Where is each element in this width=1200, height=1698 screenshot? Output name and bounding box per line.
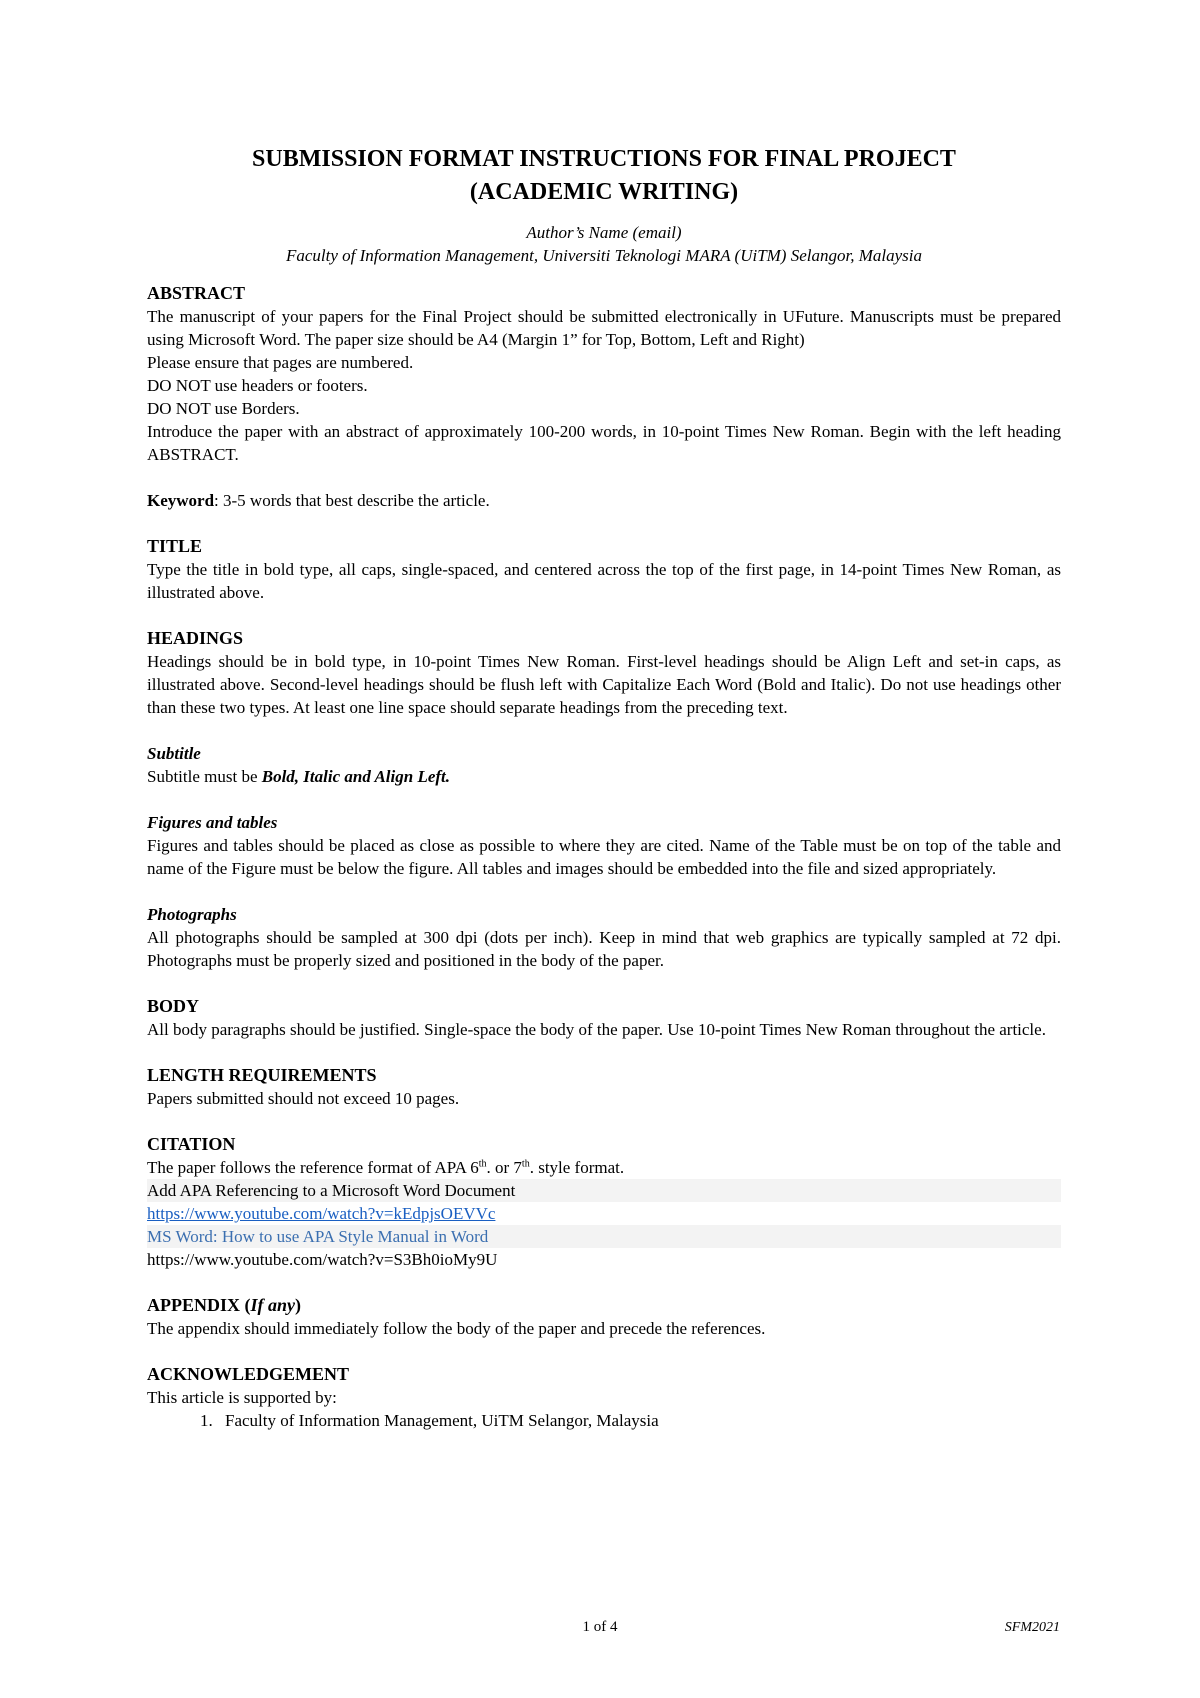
citation-link-1[interactable]: https://www.youtube.com/watch?v=kEdpjsOEVVc [147, 1204, 496, 1223]
length-heading: LENGTH REQUIREMENTS [147, 1065, 377, 1085]
citation-line-2: Add APA Referencing to a Microsoft Word Document [147, 1179, 1061, 1202]
subtitle-text [147, 765, 1061, 788]
body-heading: BODY [147, 996, 200, 1016]
photographs-heading: Photographs [147, 905, 237, 924]
subtitle-heading: Subtitle [147, 744, 201, 763]
appendix-heading [147, 1294, 1061, 1317]
list-item: 1. Faculty of Information Management, UiTM Selangor, Malaysia [217, 1409, 1061, 1432]
appendix-heading-emph: If any [250, 1295, 295, 1315]
keyword-label: Keyword [147, 491, 215, 510]
citation-text-a: The paper follows the reference format of APA 6 [147, 1158, 479, 1177]
abstract-paragraph-3: DO NOT use headers or footers. [147, 376, 368, 395]
document-title [147, 143, 1061, 209]
title-section-text: Type the title in bold type, all caps, single-spaced, and centered across the top of the first page, in 14-point Times New Roman, as illustrated above. [147, 560, 1061, 602]
photographs-text: All photographs should be sampled at 300 dpi (dots per inch). Keep in mind that web graphics are typically sampled at 72 dpi. Photographs must be properly sized and positioned in the body of the paper. [147, 928, 1061, 970]
citation-heading: CITATION [147, 1134, 236, 1154]
keyword-text: : 3-5 words that best describe the article. [214, 491, 490, 510]
abstract-paragraph-5: Introduce the paper with an abstract of approximately 100-200 words, in 10-point Times New Roman. Begin with the left heading ABSTRACT. [147, 422, 1061, 464]
document-code: SFM2021 [1004, 1620, 1060, 1635]
abstract-paragraph-1: The manuscript of your papers for the Final Project should be submitted electronically in UFuture. Manuscripts must be prepared using Microsoft Word. The paper size should be A4 (Margin 1” for Top, Bottom, Left and Right) [147, 307, 1061, 349]
appendix-heading-end: ) [295, 1295, 301, 1315]
body-text: All body paragraphs should be justified. Single-space the body of the paper. Use 10-point Times New Roman throughout the article. [147, 1020, 1046, 1039]
citation-sup-1: th [478, 1158, 487, 1170]
headings-section-heading: HEADINGS [147, 628, 244, 648]
subtitle-text-prefix: Subtitle must be [147, 767, 262, 786]
title-line-1: SUBMISSION FORMAT INSTRUCTIONS FOR FINAL PROJECT [252, 146, 956, 172]
acknowledgement-list [147, 1409, 1061, 1432]
citation-line-4: MS Word: How to use APA Style Manual in Word [147, 1225, 1061, 1248]
title-line-2: (ACADEMIC WRITING) [469, 179, 739, 205]
citation-text-c: . style format. [529, 1158, 625, 1177]
abstract-paragraph-2: Please ensure that pages are numbered. [147, 353, 414, 372]
citation-sup-2: th [521, 1158, 530, 1170]
author-affiliation: Faculty of Information Management, Universiti Teknologi MARA (UiTM) Selangor, Malaysia [285, 246, 922, 265]
author-name: Author’s Name (email) [526, 223, 682, 242]
abstract-heading: ABSTRACT [147, 283, 246, 303]
acknowledgement-heading: ACKNOWLEDGEMENT [147, 1364, 350, 1384]
appendix-heading-text: APPENDIX ( [147, 1295, 251, 1315]
length-text: Papers submitted should not exceed 10 pages. [147, 1089, 460, 1108]
page-number: 1 of 4 [582, 1619, 618, 1635]
figures-text: Figures and tables should be placed as close as possible to where they are cited. Name of the Table must be on top of the table and name of the Figure must be below the figure. All tables and images should be embedded into the file and sized appropriately. [147, 836, 1061, 878]
figures-heading: Figures and tables [147, 813, 278, 832]
citation-link-line [147, 1202, 1061, 1225]
headings-section-text: Headings should be in bold type, in 10-point Times New Roman. First-level headings should be Align Left and set-in caps, as illustrated above. Second-level headings should be flush left with Capitalize Each Word (Bold and Italic). Do not use headings other than these two types. At least one line space should separate headings from the preceding text. [147, 652, 1061, 717]
title-section-heading: TITLE [147, 536, 203, 556]
acknowledgement-text: This article is supported by: [147, 1388, 337, 1407]
citation-text [147, 1156, 1061, 1179]
document-content [147, 143, 1061, 1432]
subtitle-text-emphasis: Bold, Italic and Align Left. [261, 767, 451, 786]
citation-line-5: https://www.youtube.com/watch?v=S3Bh0ioMy9U [147, 1250, 498, 1269]
keyword-line [147, 489, 1061, 512]
abstract-paragraph-4: DO NOT use Borders. [147, 399, 300, 418]
appendix-text: The appendix should immediately follow the body of the paper and precede the references. [147, 1319, 766, 1338]
citation-text-b: . or 7 [486, 1158, 522, 1177]
